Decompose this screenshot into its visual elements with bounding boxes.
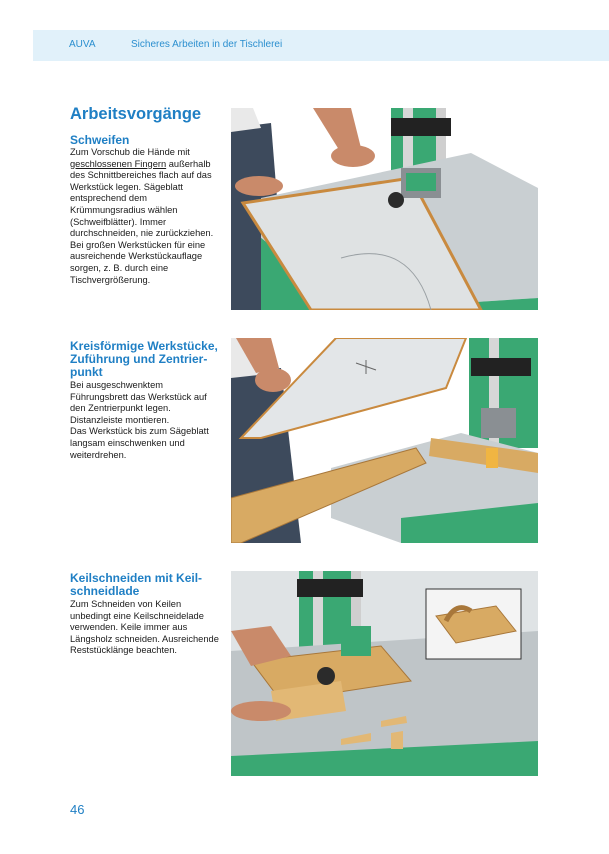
body-text: Zum Vorschub die Hände mit <box>70 147 190 157</box>
section-body-keilschneiden: Zum Schneiden von Keilen unbedingt eine Keilschneidelade verwenden. Keile immer aus Längsholz schneiden. Ausreichende Reststücklänge beachten. <box>70 599 219 656</box>
bandsaw-circular-workpiece-illustration <box>231 338 538 543</box>
bandsaw-wedge-cutting-illustration <box>231 571 538 776</box>
header-title: Sicheres Arbeiten in der Tischlerei <box>131 39 283 50</box>
section-title-schweifen: Schweifen <box>70 133 130 147</box>
photo-schweifen <box>231 108 538 310</box>
header-brand: AUVA <box>69 39 96 50</box>
section-body-schweifen <box>70 147 220 286</box>
section-body-kreisfoermig: Bei ausgeschwenktem Führungsbrett das Werkstück auf den Zentrierpunkt legen. Distanzleiste montieren. Das Werkstück bis zum Sägeblatt langsam einschwenken und weiterdrehen. <box>70 380 209 460</box>
running-header <box>33 30 609 61</box>
emphasis-text: geschlossenen Fingern <box>70 158 167 169</box>
page-number: 46 <box>70 802 85 817</box>
bandsaw-curve-cut-illustration <box>231 108 538 310</box>
body-text: außerhalb des Schnittbereiches flach auf das Werkstück legen. Sägeblatt entsprechend dem Krümmungsradius wählen (Schweifblätter). Immer durchschneiden, nie zurückziehen. Bei großen Werkstücken für eine ausreichende Werkstückauflage sorgen, z. B. durch eine Tischvergrößerung. <box>70 158 214 285</box>
section-title-keilschneiden: Keilschneiden mit Keil- schneidlade <box>70 571 203 598</box>
section-title-kreisfoermig: Kreisförmige Werkstücke, Zuführung und Zentrier- punkt <box>70 339 218 379</box>
photo-keilschneiden <box>231 571 538 776</box>
photo-kreisfoermig <box>231 338 538 543</box>
page-title: Arbeitsvorgänge <box>70 105 202 123</box>
